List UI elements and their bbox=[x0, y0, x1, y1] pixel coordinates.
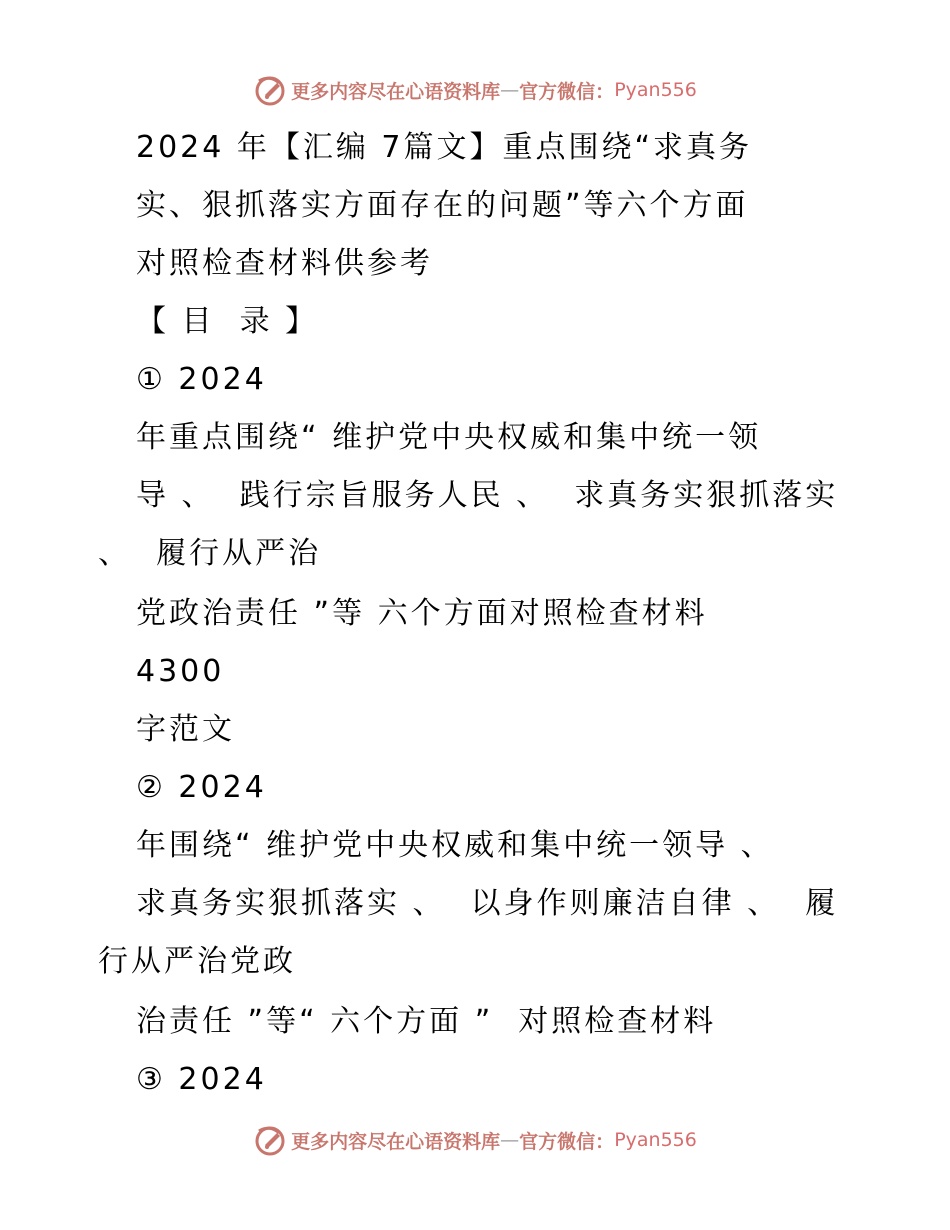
watermark-suffix: 官方微信： bbox=[519, 1130, 615, 1153]
toc-item-1-line-2: 导 、 践行宗旨服务人民 、 求真务实狠抓落实 bbox=[136, 478, 839, 513]
watermark-separator: — bbox=[500, 1129, 520, 1151]
toc-item-2-line-2: 求真务实狠抓落实 、 以身作则廉洁自律 、 履 bbox=[136, 886, 839, 921]
watermark-separator: — bbox=[500, 79, 520, 101]
toc-item-2-line-1: 年围绕“ 维护党中央权威和集中统一领导 、 bbox=[136, 828, 774, 863]
footer-watermark bbox=[0, 1120, 950, 1160]
toc-item-1-line-6: 字范文 bbox=[136, 712, 235, 747]
toc-item-2-line-4: 治责任 ”等“ 六个方面 ” 对照检查材料 bbox=[136, 1004, 717, 1039]
toc-item-1-number: ① 2024 bbox=[136, 362, 267, 397]
toc-item-2-number: ② 2024 bbox=[136, 770, 267, 805]
watermark-id: Pyan556 bbox=[614, 1129, 697, 1151]
header-watermark bbox=[0, 70, 950, 110]
watermark-text: 更多内容尽在心语资料库 bbox=[291, 80, 501, 103]
watermark-text: 更多内容尽在心语资料库 bbox=[291, 1130, 501, 1153]
watermark-suffix: 官方微信： bbox=[519, 80, 615, 103]
toc-item-1-line-5: 4300 bbox=[136, 654, 225, 689]
doc-title-line-1: 2024 年【汇编 7篇文】重点围绕“求真务 bbox=[136, 130, 753, 165]
toc-item-1-line-3: 、 履行从严治 bbox=[98, 536, 322, 571]
toc-item-1-line-4: 党政治责任 ”等 六个方面对照检查材料 bbox=[136, 596, 708, 631]
doc-title-line-2: 实、狠抓落实方面存在的问题”等六个方面 bbox=[136, 188, 749, 223]
doc-title-line-3: 对照检查材料供参考 bbox=[136, 246, 433, 281]
toc-heading: 【 目 录 】 bbox=[136, 304, 319, 339]
toc-item-3-number: ③ 2024 bbox=[136, 1062, 267, 1097]
watermark-id: Pyan556 bbox=[614, 79, 697, 101]
toc-item-2-line-3: 行从严治党政 bbox=[98, 944, 296, 979]
fire-pen-logo-icon bbox=[253, 73, 287, 107]
fire-pen-logo-icon bbox=[253, 1123, 287, 1157]
toc-item-1-line-1: 年重点围绕“ 维护党中央权威和集中统一领 bbox=[136, 420, 762, 455]
